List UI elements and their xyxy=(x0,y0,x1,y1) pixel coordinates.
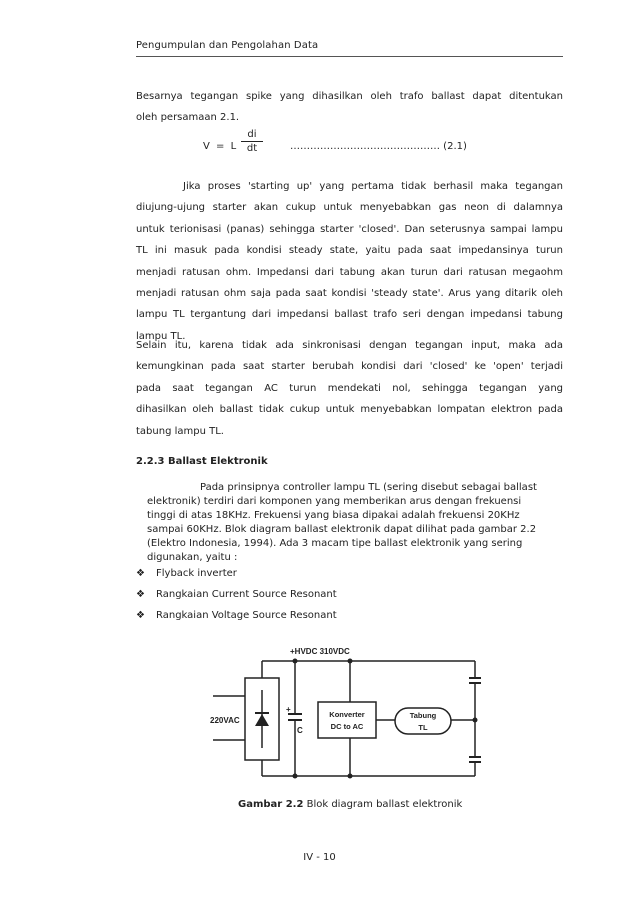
ac-source-label: 220VAC xyxy=(210,716,240,725)
paragraph-line: TL ini masuk pada kondisi steady state, yaitu pada saat impedansinya turun xyxy=(136,245,563,257)
diamond-bullet-icon: ❖ xyxy=(136,610,145,621)
equation-v: V xyxy=(203,141,210,152)
diode-icon xyxy=(255,690,269,748)
paragraph-line: sampai 60KHz. Blok diagram ballast elektronik dapat dilihat pada gambar 2.2 xyxy=(147,524,537,535)
header-rule xyxy=(136,56,563,57)
list-item-label: Rangkaian Current Source Resonant xyxy=(156,589,337,600)
ballast-type-list xyxy=(136,563,337,626)
intro-line: oleh persamaan 2.1. xyxy=(136,112,240,124)
intro-paragraph xyxy=(136,86,563,129)
equation-equals: = xyxy=(216,141,225,152)
paragraph-line: diujung-ujung starter akan cukup untuk menyebabkan gas neon di dalamnya xyxy=(136,202,563,214)
diamond-bullet-icon: ❖ xyxy=(136,589,145,600)
paragraph-line: pada saat tegangan AC turun mendekati nol, sehingga tegangan yang xyxy=(136,382,563,394)
list-item xyxy=(136,605,337,626)
paragraph-line: lampu TL tergantung dari impedansi ballast trafo seri dengan impedansi tabung xyxy=(136,309,563,321)
paragraph-line: (Elektro Indonesia, 1994). Ada 3 macam tipe ballast elektronik yang sering xyxy=(147,538,523,549)
paragraph-line: tabung lampu TL. xyxy=(136,425,224,437)
list-item xyxy=(136,584,337,605)
figure-caption-text: Blok diagram ballast elektronik xyxy=(303,799,463,810)
paragraph-sinkronisasi xyxy=(136,335,563,442)
equation-l: L xyxy=(230,141,237,152)
paragraph-line: Selain itu, karena tidak ada sinkronisasi dengan tegangan input, maka ada xyxy=(136,340,563,351)
paragraph-line: kemungkinan pada saat starter berubah kondisi dari 'closed' ke 'open' terjadi xyxy=(136,361,563,373)
equation-numerator: di xyxy=(241,129,263,142)
paragraph-line: dihasilkan oleh ballast tidak cukup untuk menyebabkan lompatan elektron pada xyxy=(136,404,563,416)
list-item-label: Rangkaian Voltage Source Resonant xyxy=(156,610,337,621)
equation-denominator: dt xyxy=(246,143,258,154)
converter-block xyxy=(318,702,376,738)
paragraph-starting-up xyxy=(136,176,563,347)
paragraph-line: untuk terionisasi (panas) sehingga starter 'closed'. Dan seterusnya sampai lampu xyxy=(136,223,563,235)
page-number: IV - 10 xyxy=(303,852,336,863)
paragraph-line: Pada prinsipnya controller lampu TL (sering disebut sebagai ballast xyxy=(200,482,537,493)
junction-dot xyxy=(348,659,353,664)
junction-dot xyxy=(473,718,478,723)
junction-dot xyxy=(348,774,353,779)
section-title: 2.2.3 Ballast Elektronik xyxy=(136,456,268,467)
figure-caption-number: Gambar 2.2 xyxy=(238,799,304,810)
junction-dot xyxy=(293,774,298,779)
paragraph-line: tinggi di atas 18KHz. Frekuensi yang biasa dipakai adalah frekuensi 20KHz xyxy=(147,510,520,521)
figure-caption xyxy=(238,799,462,810)
intro-line: Besarnya tegangan spike yang dihasilkan oleh trafo ballast dapat ditentukan xyxy=(136,91,563,102)
paragraph-line: menjadi ratusan ohm saja pada saat kondisi 'steady state'. Arus yang ditarik oleh xyxy=(136,288,563,300)
paragraph-line: Jika proses 'starting up' yang pertama tidak berhasil maka tegangan xyxy=(183,181,563,192)
diamond-bullet-icon: ❖ xyxy=(136,568,145,579)
equation-fraction xyxy=(241,129,263,154)
list-item xyxy=(136,563,337,584)
paragraph-line: digunakan, yaitu : xyxy=(147,552,238,563)
paragraph-ballast-elektronik xyxy=(147,481,563,565)
paragraph-line: elektronik) terdiri dari komponen yang memberikan arus dengan frekuensi xyxy=(147,496,522,507)
paragraph-line: menjadi ratusan ohm. Impedansi dari tabung akan turun dari ratusan megaohm xyxy=(136,266,563,278)
capacitor-plus-label: + xyxy=(286,705,291,714)
converter-label-2: DC to AC xyxy=(330,722,364,731)
equation-number: ……………………………………… (2.1) xyxy=(290,141,467,152)
equation-lhs xyxy=(203,141,236,152)
list-item-label: Flyback inverter xyxy=(156,568,237,579)
hvdc-label: +HVDC 310VDC xyxy=(290,647,350,656)
ballast-block-diagram xyxy=(205,640,490,785)
capacitor-label: C xyxy=(297,726,303,735)
tube-label-1: Tabung xyxy=(409,711,437,720)
page-header-title: Pengumpulan dan Pengolahan Data xyxy=(136,40,319,51)
paragraph-line: lampu TL. xyxy=(136,330,186,342)
junction-dot xyxy=(293,659,298,664)
tube-label-2: TL xyxy=(418,723,428,732)
converter-label-1: Konverter xyxy=(329,710,365,719)
